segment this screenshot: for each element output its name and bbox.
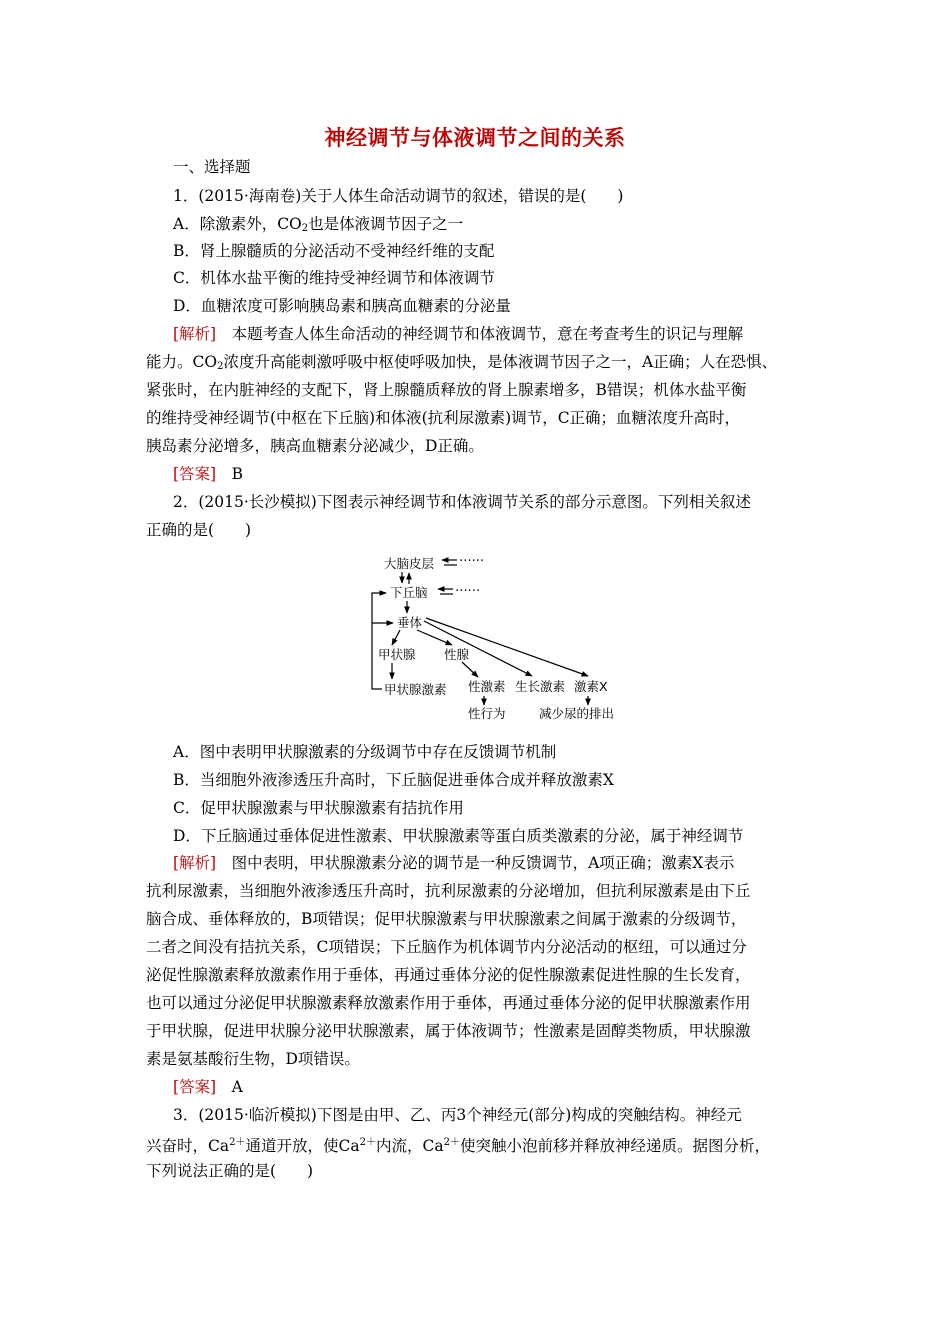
q2-analysis-line: 素是氨基酸衍生物，D项错误。 [146,1050,360,1068]
q1-stem: 1．(2015·海南卷)关于人体生命活动调节的叙述，错误的是( ) [173,187,624,205]
q2-answer: [答案] A [173,1078,243,1096]
q3-stem: 下列说法正确的是( ) [146,1162,314,1180]
q1-analysis-line: 胰岛素分泌增多，胰高血糖素分泌减少，D正确。 [146,437,484,455]
q2-analysis-line: 二者之间没有拮抗关系，C项错误；下丘脑作为机体调节内分泌活动的枢纽，可以通过分 [146,938,747,956]
q1-option-d: D．血糖浓度可影响胰岛素和胰高血糖素的分泌量 [173,297,511,315]
answer-tag: [答案] [173,1078,217,1096]
q1-option-b: B．肾上腺髓质的分泌活动不受神经纤维的支配 [173,242,495,260]
q2-analysis-line: 于甲状腺，促进甲状腺分泌甲状腺激素，属于体液调节；性激素是固醇类物质，甲状腺激 [146,1022,751,1040]
q2-stem: 2．(2015·长沙模拟)下图表示神经调节和体液调节关系的部分示意图。下列相关叙述 [173,493,751,511]
node-hypothalamus: 下丘脑 [390,585,428,600]
q2-option-a: A．图中表明甲状腺激素的分级调节中存在反馈调节机制 [173,743,557,761]
dots-hypothalamus: ⋯⋯ [455,582,480,597]
regulation-diagram [362,548,632,726]
dots-cortex: ⋯⋯ [459,552,484,567]
node-reduce-urine: 减少尿的排出 [539,706,615,721]
q1-answer: [答案] B [173,465,243,483]
analysis-tag: [解析] [173,325,217,343]
q1-analysis-line: [解析] 本题考查人体生命活动的神经调节和体液调节，意在考查考生的识记与理解 [173,325,744,343]
q1-analysis-line: 能力。$CO_2$浓度升高能刺激呼吸中枢使呼吸加快，是体液调节因子之一，A正确；人在恐惧、 [146,353,778,372]
node-cortex: 大脑皮层 [384,556,435,571]
q3-stem: 兴奋时，$Ca^{2+}$通道开放，使$Ca^{2+}$内流，$Ca^{2+}$使突触小泡前移并释放神经递质。据图分析， [146,1137,770,1155]
analysis-tag: [解析] [173,854,217,872]
node-pituitary: 垂体 [397,615,423,630]
q2-option-c: C．促甲状腺激素与甲状腺激素有拮抗作用 [173,799,464,817]
q2-analysis-line: 抗利尿激素，当细胞外液渗透压升高时，抗利尿激素的分泌增加，但抗利尿激素是由下丘 [146,882,751,900]
page-title: 神经调节与体液调节之间的关系 [324,125,626,150]
q2-analysis-line: 脑合成、垂体释放的，B项错误；促甲状腺激素与甲状腺激素之间属于激素的分级调节， [146,910,747,928]
node-hormone-x: 激素X [574,679,608,694]
section-heading: 一、选择题 [173,158,251,176]
q2-analysis-line: 也可以通过分泌促甲状腺激素释放激素作用于垂体，再通过垂体分泌的促甲状腺激素作用 [146,994,751,1012]
node-thyroid: 甲状腺 [378,647,416,662]
node-growth-hormone: 生长激素 [515,679,566,694]
node-thyroxine: 甲状腺激素 [384,682,447,697]
q1-option-a: A．除激素外，$CO_2$也是体液调节因子之一 [173,215,464,234]
q2-stem: 正确的是( ) [146,521,252,539]
node-gonad: 性腺 [444,647,470,662]
q3-stem: 3．(2015·临沂模拟)下图是由甲、乙、丙3个神经元(部分)构成的突触结构。神经元 [173,1106,742,1124]
q2-analysis-line: 泌促性腺激素释放激素作用于垂体，再通过垂体分泌的促性腺激素促进性腺的生长发育， [146,966,751,984]
answer-tag: [答案] [173,465,217,483]
q2-analysis-line: [解析] 图中表明，甲状腺激素分泌的调节是一种反馈调节，A项正确；激素X表示 [173,854,735,872]
node-sex-behavior: 性行为 [468,706,506,721]
q1-analysis-line: 紧张时，在内脏神经的支配下，肾上腺髓质释放的肾上腺素增多，B错误；机体水盐平衡 [146,381,747,399]
q2-option-d: D．下丘脑通过垂体促进性激素、甲状腺激素等蛋白质类激素的分泌，属于神经调节 [173,827,744,845]
q1-analysis-line: 的维持受神经调节(中枢在下丘脑)和体液(抗利尿激素)调节，C正确；血糖浓度升高时， [146,409,741,427]
q1-option-c: C．机体水盐平衡的维持受神经调节和体液调节 [173,269,495,287]
node-sex-hormone: 性激素 [468,679,506,694]
q2-option-b: B．当细胞外液渗透压升高时，下丘脑促进垂体合成并释放激素X [173,771,614,789]
